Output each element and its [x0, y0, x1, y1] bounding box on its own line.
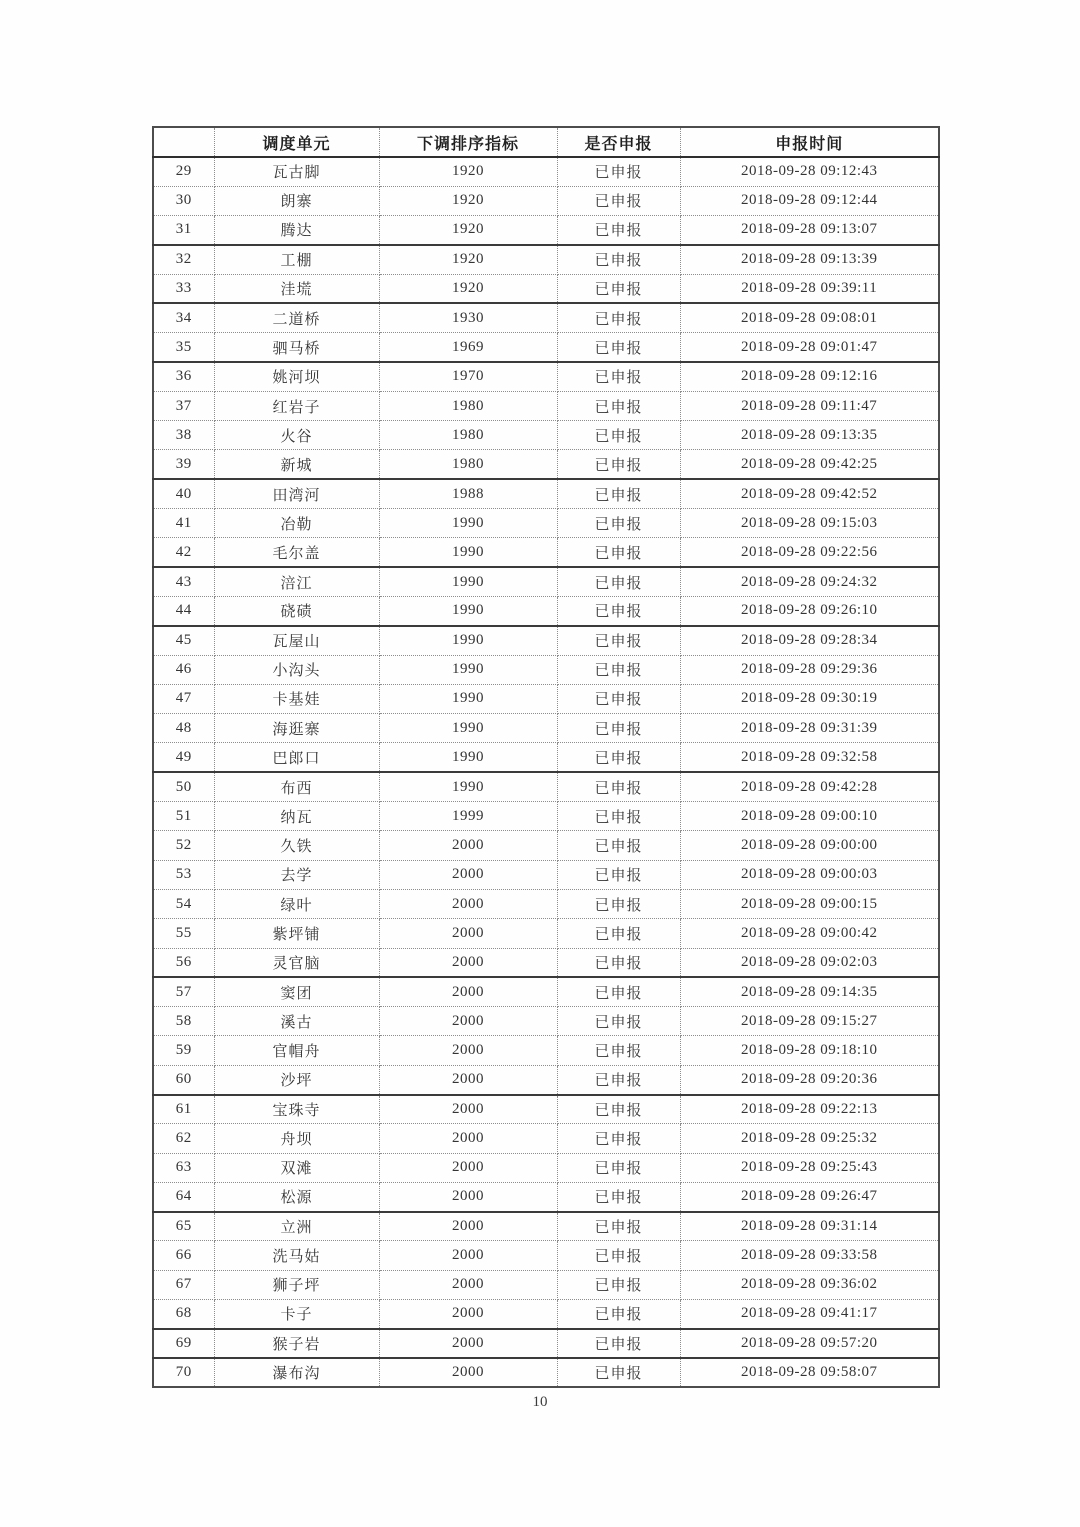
cell-time: 2018-09-28 09:25:32 [680, 1124, 939, 1153]
cell-indicator: 2000 [379, 1124, 557, 1153]
cell-unit: 布西 [214, 772, 379, 801]
cell-declared: 已申报 [557, 860, 680, 889]
cell-index: 35 [153, 333, 214, 362]
cell-unit: 久铁 [214, 831, 379, 860]
cell-time: 2018-09-28 09:20:36 [680, 1065, 939, 1094]
cell-indicator: 2000 [379, 1358, 557, 1387]
cell-index: 40 [153, 479, 214, 508]
table-row [153, 1124, 939, 1153]
column-header-time: 申报时间 [680, 127, 939, 157]
cell-time: 2018-09-28 09:26:47 [680, 1182, 939, 1211]
column-header-indicator: 下调排序指标 [379, 127, 557, 157]
cell-declared: 已申报 [557, 1329, 680, 1358]
cell-index: 52 [153, 831, 214, 860]
table-header-row [153, 127, 939, 157]
cell-index: 51 [153, 802, 214, 831]
cell-index: 46 [153, 655, 214, 684]
cell-time: 2018-09-28 09:29:36 [680, 655, 939, 684]
cell-unit: 双滩 [214, 1153, 379, 1182]
cell-unit: 巴郎口 [214, 743, 379, 772]
cell-indicator: 1930 [379, 303, 557, 332]
table-row [153, 919, 939, 948]
cell-indicator: 2000 [379, 1300, 557, 1329]
cell-unit: 瀑布沟 [214, 1358, 379, 1387]
table-row [153, 1212, 939, 1241]
column-header-index [153, 127, 214, 157]
cell-declared: 已申报 [557, 538, 680, 567]
cell-index: 53 [153, 860, 214, 889]
table-row [153, 538, 939, 567]
cell-index: 30 [153, 186, 214, 215]
cell-unit: 腾达 [214, 216, 379, 245]
cell-indicator: 1990 [379, 509, 557, 538]
cell-indicator: 2000 [379, 889, 557, 918]
cell-indicator: 2000 [379, 860, 557, 889]
cell-time: 2018-09-28 09:15:03 [680, 509, 939, 538]
cell-unit: 舟坝 [214, 1124, 379, 1153]
cell-index: 69 [153, 1329, 214, 1358]
cell-declared: 已申报 [557, 1153, 680, 1182]
cell-declared: 已申报 [557, 948, 680, 977]
cell-time: 2018-09-28 09:41:17 [680, 1300, 939, 1329]
cell-declared: 已申报 [557, 157, 680, 186]
cell-time: 2018-09-28 09:02:03 [680, 948, 939, 977]
cell-indicator: 1988 [379, 479, 557, 508]
cell-declared: 已申报 [557, 421, 680, 450]
cell-time: 2018-09-28 09:42:28 [680, 772, 939, 801]
table-row [153, 362, 939, 391]
cell-time: 2018-09-28 09:13:35 [680, 421, 939, 450]
cell-time: 2018-09-28 09:36:02 [680, 1270, 939, 1299]
cell-index: 42 [153, 538, 214, 567]
cell-indicator: 1920 [379, 216, 557, 245]
cell-declared: 已申报 [557, 362, 680, 391]
table-row [153, 274, 939, 303]
cell-indicator: 2000 [379, 1329, 557, 1358]
cell-declared: 已申报 [557, 1212, 680, 1241]
cell-index: 41 [153, 509, 214, 538]
cell-time: 2018-09-28 09:30:19 [680, 684, 939, 713]
table-row [153, 1007, 939, 1036]
cell-indicator: 2000 [379, 1095, 557, 1124]
cell-indicator: 2000 [379, 1036, 557, 1065]
cell-unit: 姚河坝 [214, 362, 379, 391]
cell-declared: 已申报 [557, 1095, 680, 1124]
table-row [153, 567, 939, 596]
cell-index: 36 [153, 362, 214, 391]
cell-unit: 猴子岩 [214, 1329, 379, 1358]
table-row [153, 772, 939, 801]
cell-time: 2018-09-28 09:42:52 [680, 479, 939, 508]
table-row [153, 714, 939, 743]
cell-declared: 已申报 [557, 655, 680, 684]
cell-index: 60 [153, 1065, 214, 1094]
cell-time: 2018-09-28 09:12:43 [680, 157, 939, 186]
cell-index: 37 [153, 391, 214, 420]
dispatch-declaration-table [152, 126, 940, 1388]
table-body [153, 157, 939, 1387]
cell-index: 34 [153, 303, 214, 332]
table-row [153, 1358, 939, 1387]
table-row [153, 1329, 939, 1358]
cell-unit: 硗碛 [214, 596, 379, 625]
cell-indicator: 1980 [379, 421, 557, 450]
cell-index: 68 [153, 1300, 214, 1329]
cell-time: 2018-09-28 09:31:39 [680, 714, 939, 743]
cell-index: 62 [153, 1124, 214, 1153]
cell-unit: 朗寨 [214, 186, 379, 215]
cell-declared: 已申报 [557, 391, 680, 420]
cell-index: 65 [153, 1212, 214, 1241]
table-row [153, 186, 939, 215]
cell-time: 2018-09-28 09:11:47 [680, 391, 939, 420]
cell-index: 32 [153, 245, 214, 274]
cell-time: 2018-09-28 09:57:20 [680, 1329, 939, 1358]
table-row [153, 216, 939, 245]
cell-unit: 立洲 [214, 1212, 379, 1241]
table-row [153, 245, 939, 274]
cell-indicator: 1990 [379, 626, 557, 655]
cell-index: 44 [153, 596, 214, 625]
table-row [153, 596, 939, 625]
cell-declared: 已申报 [557, 303, 680, 332]
cell-declared: 已申报 [557, 245, 680, 274]
cell-declared: 已申报 [557, 714, 680, 743]
cell-declared: 已申报 [557, 1007, 680, 1036]
cell-unit: 涪江 [214, 567, 379, 596]
cell-declared: 已申报 [557, 889, 680, 918]
cell-time: 2018-09-28 09:13:39 [680, 245, 939, 274]
cell-unit: 小沟头 [214, 655, 379, 684]
cell-declared: 已申报 [557, 1241, 680, 1270]
cell-time: 2018-09-28 09:22:56 [680, 538, 939, 567]
cell-index: 64 [153, 1182, 214, 1211]
cell-time: 2018-09-28 09:14:35 [680, 977, 939, 1006]
cell-index: 33 [153, 274, 214, 303]
cell-indicator: 1920 [379, 245, 557, 274]
cell-index: 43 [153, 567, 214, 596]
cell-declared: 已申报 [557, 919, 680, 948]
cell-declared: 已申报 [557, 274, 680, 303]
cell-unit: 绿叶 [214, 889, 379, 918]
table-row [153, 479, 939, 508]
cell-declared: 已申报 [557, 450, 680, 479]
cell-unit: 洗马姑 [214, 1241, 379, 1270]
cell-unit: 去学 [214, 860, 379, 889]
cell-time: 2018-09-28 09:12:16 [680, 362, 939, 391]
cell-unit: 毛尔盖 [214, 538, 379, 567]
table-row [153, 157, 939, 186]
cell-time: 2018-09-28 09:00:10 [680, 802, 939, 831]
cell-time: 2018-09-28 09:24:32 [680, 567, 939, 596]
cell-declared: 已申报 [557, 626, 680, 655]
column-header-unit: 调度单元 [214, 127, 379, 157]
cell-declared: 已申报 [557, 831, 680, 860]
cell-declared: 已申报 [557, 567, 680, 596]
page-number: 10 [532, 1394, 548, 1410]
cell-unit: 瓦屋山 [214, 626, 379, 655]
cell-index: 59 [153, 1036, 214, 1065]
cell-indicator: 2000 [379, 1241, 557, 1270]
cell-time: 2018-09-28 09:08:01 [680, 303, 939, 332]
cell-indicator: 2000 [379, 1065, 557, 1094]
cell-time: 2018-09-28 09:22:13 [680, 1095, 939, 1124]
cell-declared: 已申报 [557, 1300, 680, 1329]
cell-time: 2018-09-28 09:00:03 [680, 860, 939, 889]
cell-time: 2018-09-28 09:12:44 [680, 186, 939, 215]
table-row [153, 1036, 939, 1065]
cell-indicator: 1969 [379, 333, 557, 362]
cell-indicator: 2000 [379, 1212, 557, 1241]
table-row [153, 391, 939, 420]
cell-time: 2018-09-28 09:58:07 [680, 1358, 939, 1387]
cell-indicator: 1990 [379, 538, 557, 567]
table-row [153, 977, 939, 1006]
cell-time: 2018-09-28 09:00:00 [680, 831, 939, 860]
cell-indicator: 1990 [379, 772, 557, 801]
cell-declared: 已申报 [557, 509, 680, 538]
cell-declared: 已申报 [557, 684, 680, 713]
cell-unit: 瓦古脚 [214, 157, 379, 186]
cell-indicator: 2000 [379, 1270, 557, 1299]
table-row [153, 1153, 939, 1182]
cell-indicator: 1920 [379, 186, 557, 215]
cell-declared: 已申报 [557, 1270, 680, 1299]
cell-time: 2018-09-28 09:01:47 [680, 333, 939, 362]
cell-indicator: 1990 [379, 655, 557, 684]
cell-index: 67 [153, 1270, 214, 1299]
cell-indicator: 1990 [379, 684, 557, 713]
cell-indicator: 1970 [379, 362, 557, 391]
cell-indicator: 1980 [379, 391, 557, 420]
table-row [153, 333, 939, 362]
cell-index: 29 [153, 157, 214, 186]
cell-declared: 已申报 [557, 1182, 680, 1211]
cell-unit: 工棚 [214, 245, 379, 274]
cell-unit: 溪古 [214, 1007, 379, 1036]
cell-index: 61 [153, 1095, 214, 1124]
cell-indicator: 1920 [379, 157, 557, 186]
cell-declared: 已申报 [557, 479, 680, 508]
cell-indicator: 1999 [379, 802, 557, 831]
cell-declared: 已申报 [557, 1358, 680, 1387]
cell-indicator: 2000 [379, 948, 557, 977]
table-row [153, 860, 939, 889]
cell-declared: 已申报 [557, 772, 680, 801]
cell-indicator: 1990 [379, 743, 557, 772]
cell-index: 39 [153, 450, 214, 479]
cell-time: 2018-09-28 09:13:07 [680, 216, 939, 245]
cell-time: 2018-09-28 09:31:14 [680, 1212, 939, 1241]
cell-unit: 海逛寨 [214, 714, 379, 743]
table-row [153, 1065, 939, 1094]
cell-time: 2018-09-28 09:25:43 [680, 1153, 939, 1182]
cell-time: 2018-09-28 09:39:11 [680, 274, 939, 303]
cell-unit: 宝珠寺 [214, 1095, 379, 1124]
cell-unit: 冶勒 [214, 509, 379, 538]
table-row [153, 509, 939, 538]
table-row [153, 802, 939, 831]
table-row [153, 421, 939, 450]
column-header-declared: 是否申报 [557, 127, 680, 157]
cell-time: 2018-09-28 09:42:25 [680, 450, 939, 479]
cell-time: 2018-09-28 09:32:58 [680, 743, 939, 772]
cell-indicator: 1990 [379, 596, 557, 625]
cell-unit: 官帽舟 [214, 1036, 379, 1065]
cell-time: 2018-09-28 09:33:58 [680, 1241, 939, 1270]
table-row [153, 626, 939, 655]
cell-indicator: 1990 [379, 714, 557, 743]
cell-unit: 驷马桥 [214, 333, 379, 362]
cell-index: 45 [153, 626, 214, 655]
cell-time: 2018-09-28 09:18:10 [680, 1036, 939, 1065]
table-row [153, 743, 939, 772]
cell-declared: 已申报 [557, 596, 680, 625]
cell-declared: 已申报 [557, 743, 680, 772]
cell-index: 63 [153, 1153, 214, 1182]
cell-indicator: 2000 [379, 831, 557, 860]
cell-time: 2018-09-28 09:00:42 [680, 919, 939, 948]
table-row [153, 1241, 939, 1270]
cell-indicator: 2000 [379, 977, 557, 1006]
table-row [153, 831, 939, 860]
cell-index: 31 [153, 216, 214, 245]
table-row [153, 1182, 939, 1211]
cell-unit: 沙坪 [214, 1065, 379, 1094]
table-row [153, 948, 939, 977]
cell-index: 54 [153, 889, 214, 918]
cell-unit: 二道桥 [214, 303, 379, 332]
table-row [153, 1300, 939, 1329]
cell-unit: 卡子 [214, 1300, 379, 1329]
cell-time: 2018-09-28 09:00:15 [680, 889, 939, 918]
cell-unit: 纳瓦 [214, 802, 379, 831]
cell-index: 48 [153, 714, 214, 743]
cell-declared: 已申报 [557, 216, 680, 245]
cell-index: 58 [153, 1007, 214, 1036]
cell-declared: 已申报 [557, 186, 680, 215]
cell-indicator: 2000 [379, 1182, 557, 1211]
cell-unit: 田湾河 [214, 479, 379, 508]
cell-indicator: 2000 [379, 1153, 557, 1182]
cell-index: 55 [153, 919, 214, 948]
cell-unit: 灵官脑 [214, 948, 379, 977]
table-row [153, 450, 939, 479]
cell-index: 49 [153, 743, 214, 772]
table-row [153, 1095, 939, 1124]
cell-index: 56 [153, 948, 214, 977]
cell-indicator: 1980 [379, 450, 557, 479]
cell-index: 50 [153, 772, 214, 801]
table-row [153, 684, 939, 713]
cell-time: 2018-09-28 09:28:34 [680, 626, 939, 655]
cell-unit: 狮子坪 [214, 1270, 379, 1299]
cell-unit: 卡基娃 [214, 684, 379, 713]
cell-unit: 松源 [214, 1182, 379, 1211]
cell-unit: 红岩子 [214, 391, 379, 420]
cell-unit: 紫坪铺 [214, 919, 379, 948]
cell-declared: 已申报 [557, 1124, 680, 1153]
cell-time: 2018-09-28 09:15:27 [680, 1007, 939, 1036]
cell-indicator: 2000 [379, 919, 557, 948]
cell-declared: 已申报 [557, 1036, 680, 1065]
cell-declared: 已申报 [557, 802, 680, 831]
cell-declared: 已申报 [557, 333, 680, 362]
cell-index: 47 [153, 684, 214, 713]
cell-declared: 已申报 [557, 1065, 680, 1094]
table-row [153, 303, 939, 332]
cell-unit: 火谷 [214, 421, 379, 450]
cell-unit: 洼塃 [214, 274, 379, 303]
cell-unit: 窦团 [214, 977, 379, 1006]
table-row [153, 889, 939, 918]
cell-indicator: 1920 [379, 274, 557, 303]
cell-index: 66 [153, 1241, 214, 1270]
table-row [153, 1270, 939, 1299]
cell-time: 2018-09-28 09:26:10 [680, 596, 939, 625]
cell-unit: 新城 [214, 450, 379, 479]
table-row [153, 655, 939, 684]
cell-declared: 已申报 [557, 977, 680, 1006]
cell-index: 38 [153, 421, 214, 450]
cell-indicator: 2000 [379, 1007, 557, 1036]
cell-indicator: 1990 [379, 567, 557, 596]
cell-index: 57 [153, 977, 214, 1006]
cell-index: 70 [153, 1358, 214, 1387]
